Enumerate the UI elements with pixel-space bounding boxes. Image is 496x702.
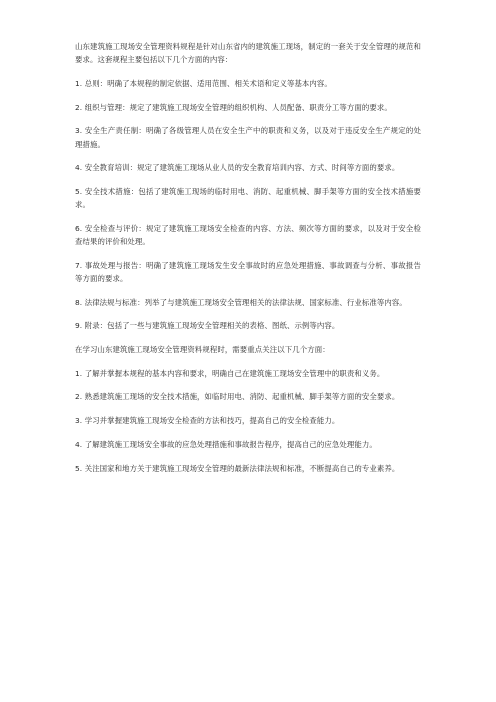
intro-paragraph: 山东建筑施工现场安全管理资料规程是针对山东省内的建筑施工现场，制定的一套关于安全管理的规范和要求。这套规程主要包括以下几个方面的内容： [75,42,421,65]
focus-point-paragraph: 2. 熟悉建筑施工现场的安全技术措施，如临时用电、消防、起重机械、脚手架等方面的安全要求。 [75,392,400,402]
focus-point-paragraph: 3. 学习并掌握建筑施工现场安全检查的方法和技巧，提高自己的安全检查能力。 [75,416,340,426]
section-paragraph: 1. 总则：明确了本规程的制定依据、适用范围、相关术语和定义等基本内容。 [75,78,332,88]
section-paragraph: 8. 法律法规与标准：列举了与建筑施工现场安全管理相关的法律法规、国家标准、行业标准等内容。 [75,297,407,307]
document-body [75,40,421,485]
section-paragraph: 6. 安全检查与评价：规定了建筑施工现场安全检查的内容、方法、频次等方面的要求，以及对于安全检查结果的评价和处理。 [75,223,421,247]
section-paragraph: 2. 组织与管理：规定了建筑施工现场安全管理的组织机构、人员配备、职责分工等方面的要求。 [75,102,392,112]
section-paragraph: 9. 附录：包括了一些与建筑施工现场安全管理相关的表格、图纸、示例等内容。 [75,321,340,331]
section-paragraph: 4. 安全教育培训：规定了建筑施工现场从业人员的安全教育培训内容、方式、时间等方面的要求。 [75,163,400,173]
section-paragraph: 7. 事故处理与报告：明确了建筑施工现场发生安全事故时的应急处理措施、事故调查与分析、事故报告等方面的要求。 [75,260,421,283]
focus-intro-paragraph: 在学习山东建筑施工现场安全管理资料规程时，需要重点关注以下几个方面： [75,345,330,355]
focus-point-paragraph: 4. 了解建筑施工现场安全事故的应急处理措施和事故报告程序，提高自己的应急处理能力。 [75,439,377,449]
section-paragraph: 3. 安全生产责任制：明确了各级管理人员在安全生产中的职责和义务，以及对于违反安全生产规定的处理措施。 [75,126,421,149]
section-paragraph: 5. 安全技术措施：包括了建筑施工现场的临时用电、消防、起重机械、脚手架等方面的安全技术措施要求。 [75,186,421,210]
focus-point-paragraph: 1. 了解并掌握本规程的基本内容和要求，明确自己在建筑施工现场安全管理中的职责和义务。 [75,368,385,378]
focus-point-paragraph: 5. 关注国家和地方关于建筑施工现场安全管理的最新法律法规和标准，不断提高自己的专业素养。 [75,463,400,473]
